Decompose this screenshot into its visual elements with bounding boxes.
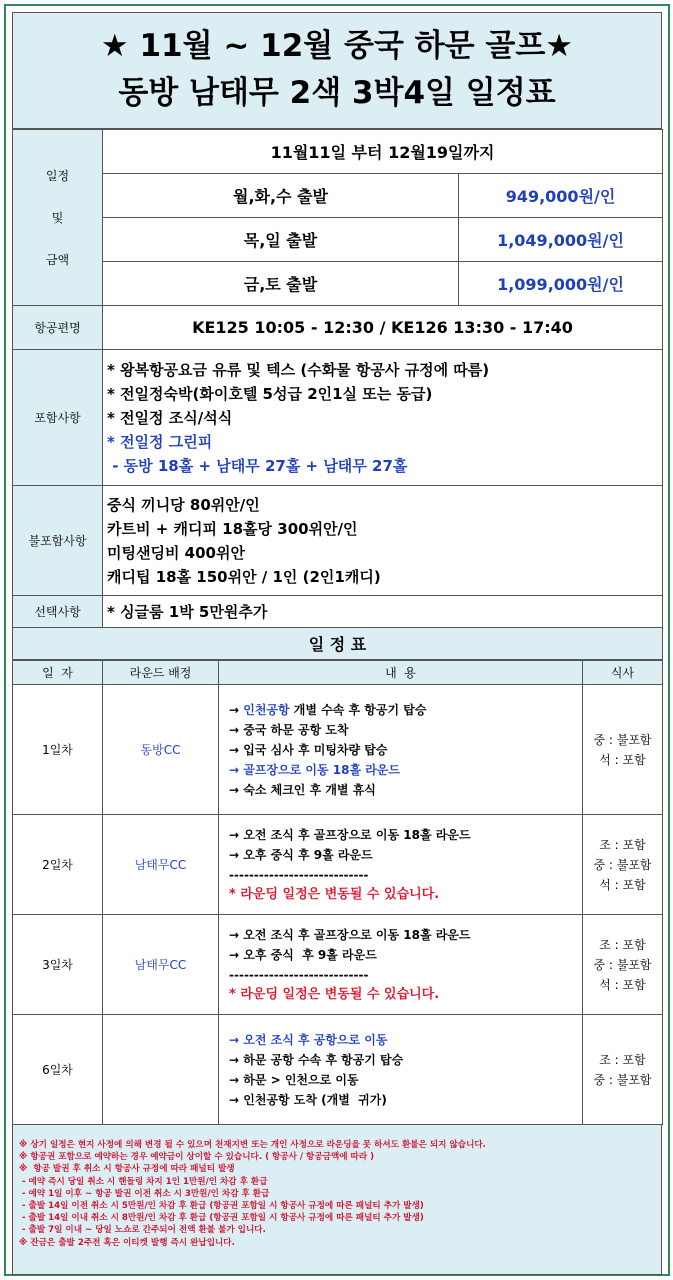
meal-info: 중 : 불포함 석 : 포함	[583, 685, 663, 815]
warning-text: * 라운딩 일정은 변동될 수 있습니다.	[229, 886, 440, 902]
period-cell: 11월11일 부터 12월19일까지	[103, 130, 663, 174]
arrow-icon: →	[229, 847, 240, 862]
schedule-title: 일 정 표	[13, 628, 663, 660]
excluded-item: 카트비 + 캐디피 18홀당 300위안/인	[107, 519, 358, 538]
arrow-icon: →	[229, 742, 240, 757]
included-item: - 동방 18홀 + 남태무 27홀 + 남태무 27홀	[107, 456, 408, 475]
arrow-icon: →	[229, 927, 240, 942]
content-line: → 인천공항 개별 수속 후 항공기 탑승	[229, 702, 427, 717]
price-value: 1,099,000원/인	[459, 262, 663, 306]
flight-label: 항공편명	[13, 306, 103, 350]
content-line: → 골프장으로 이동 18홀 라운드	[229, 762, 400, 777]
departure-days: 목,일 출발	[103, 218, 459, 262]
content-line: → 중국 하문 공항 도착	[229, 722, 349, 737]
price-table	[12, 129, 663, 660]
arrow-icon: →	[229, 782, 240, 797]
day-label: 1일차	[13, 685, 103, 815]
course-name	[103, 1015, 219, 1125]
note-line: - 예약 즉시 당일 취소 시 핸들링 차지 1인 1만원/인 차감 후 환급	[19, 1176, 268, 1187]
arrow-icon: →	[229, 1032, 240, 1047]
title-line-2: 동방 남태무 2색 3박4일 일정표	[118, 75, 556, 111]
arrow-icon: →	[229, 762, 240, 777]
included-item: * 전일정숙박(화이호텔 5성급 2인1실 또는 동급)	[107, 384, 433, 403]
price-value: 949,000원/인	[459, 174, 663, 218]
note-line: - 예약 1일 이후 ~ 항공 발권 이전 취소 시 3만원/인 차감 후 환급	[19, 1188, 270, 1199]
meal-info: 조 : 포함 중 : 불포함	[583, 1015, 663, 1125]
excluded-list	[103, 486, 663, 596]
day-label: 6일차	[13, 1015, 103, 1125]
schedule-table	[12, 660, 663, 1125]
notes-box	[12, 1125, 662, 1275]
flight-value: KE125 10:05 - 12:30 / KE126 13:30 - 17:40	[103, 306, 663, 350]
meal-info: 조 : 포함 중 : 불포함 석 : 포함	[583, 815, 663, 915]
course-name: 남태무CC	[103, 915, 219, 1015]
included-item: * 왕복항공요금 유류 및 텍스 (수화물 항공사 규정에 따름)	[107, 360, 490, 379]
optional-value: * 싱글룸 1박 5만원추가	[103, 596, 663, 628]
note-line: ※ 항공 발권 후 취소 시 항공사 규정에 따라 패널티 발생	[19, 1164, 235, 1175]
label-line-3: 금액	[45, 252, 70, 267]
header-round: 라운드 배정	[103, 661, 219, 685]
warning-text: * 라운딩 일정은 변동될 수 있습니다.	[229, 986, 440, 1002]
day-label: 2일차	[13, 815, 103, 915]
arrow-icon: →	[229, 827, 240, 842]
content-line: → 입국 심사 후 미팅차량 탑승	[229, 742, 388, 757]
departure-days: 금,토 출발	[103, 262, 459, 306]
day-content	[219, 685, 583, 815]
departure-days: 월,화,수 출발	[103, 174, 459, 218]
content-line: → 오전 조식 후 공항으로 이동	[229, 1032, 388, 1047]
header-day: 일 자	[13, 661, 103, 685]
content-line: → 오전 조식 후 골프장으로 이동 18홀 라운드	[229, 827, 471, 842]
content-line: → 하문 > 인천으로 이동	[229, 1072, 359, 1087]
included-label: 포함사항	[13, 350, 103, 486]
content-line: → 오후 중식 후 9홀 라운드	[229, 947, 377, 962]
header-meal: 식사	[583, 661, 663, 685]
day-label: 3일차	[13, 915, 103, 1015]
content-line: → 숙소 체크인 후 개별 휴식	[229, 782, 376, 797]
note-line: - 출발 7일 이내 ~ 당일 노쇼로 간주되어 전액 환불 불가 입니다.	[19, 1225, 266, 1236]
note-line: - 출발 14일 이전 취소 시 5만원/인 차감 후 환급 (항공권 포함일 시 항공사 규정에 따른 패널티 추가 발생)	[19, 1201, 424, 1212]
title-banner	[12, 12, 662, 129]
included-item: * 전일정 그린피	[107, 432, 213, 451]
divider: ----------------------------	[229, 967, 369, 982]
note-line: - 출발 14일 이내 취소 시 8만원/인 차감 후 환급 (항공권 포함일 시 항공사 규정에 따른 패널티 추가 발생)	[19, 1213, 424, 1224]
label-line-2: 및	[51, 210, 64, 225]
note-line: ※ 상기 일정은 현지 사정에 의해 변경 될 수 있으며 천재지변 또는 개인 사정으로 라운딩을 못 하셔도 환불은 되지 않습니다.	[19, 1140, 486, 1150]
meal-info: 조 : 포함 중 : 불포함 석 : 포함	[583, 915, 663, 1015]
arrow-icon: →	[229, 1052, 240, 1067]
itinerary-content	[12, 12, 662, 1275]
arrow-icon: →	[229, 947, 240, 962]
content-line: → 오후 중식 후 9홀 라운드	[229, 847, 373, 862]
note-line: ※ 잔금은 출발 2주전 혹은 이티켓 발행 즉시 완납입니다.	[19, 1237, 235, 1248]
excluded-label: 불포함사항	[13, 486, 103, 596]
day-content	[219, 915, 583, 1015]
included-list	[103, 350, 663, 486]
note-line: ※ 항공권 포함으로 예약하는 경우 예약금이 상이할 수 있습니다. ( 항공사 / 항공금액에 따라 )	[19, 1152, 375, 1163]
header-content: 내 용	[219, 661, 583, 685]
content-line: → 인천공항 도착 (개별 귀가)	[229, 1092, 387, 1107]
excluded-item: 캐디팁 18홀 150위안 / 1인 (2인1캐디)	[107, 567, 381, 586]
divider: ----------------------------	[229, 867, 369, 882]
arrow-icon: →	[229, 1072, 240, 1087]
course-name: 남태무CC	[103, 815, 219, 915]
content-line: → 오전 조식 후 골프장으로 이동 18홀 라운드	[229, 927, 471, 942]
arrow-icon: →	[229, 722, 240, 737]
arrow-icon: →	[229, 1092, 240, 1107]
title-line-1: ★ 11월 ~ 12월 중국 하문 골프★	[100, 28, 574, 64]
arrow-icon: →	[229, 702, 240, 717]
day-content	[219, 1015, 583, 1125]
content-line: → 하문 공항 수속 후 항공기 탑승	[229, 1052, 404, 1067]
itinerary-sheet	[4, 4, 670, 1276]
label-line-1: 일정	[45, 168, 70, 183]
included-item: * 전일정 조식/석식	[107, 408, 233, 427]
excluded-item: 미팅샌딩비 400위안	[107, 543, 245, 562]
price-section-label	[13, 130, 103, 306]
day-content	[219, 815, 583, 915]
optional-label: 선택사항	[13, 596, 103, 628]
course-name: 동방CC	[103, 685, 219, 815]
excluded-item: 중식 끼니당 80위안/인	[107, 495, 260, 514]
price-value: 1,049,000원/인	[459, 218, 663, 262]
